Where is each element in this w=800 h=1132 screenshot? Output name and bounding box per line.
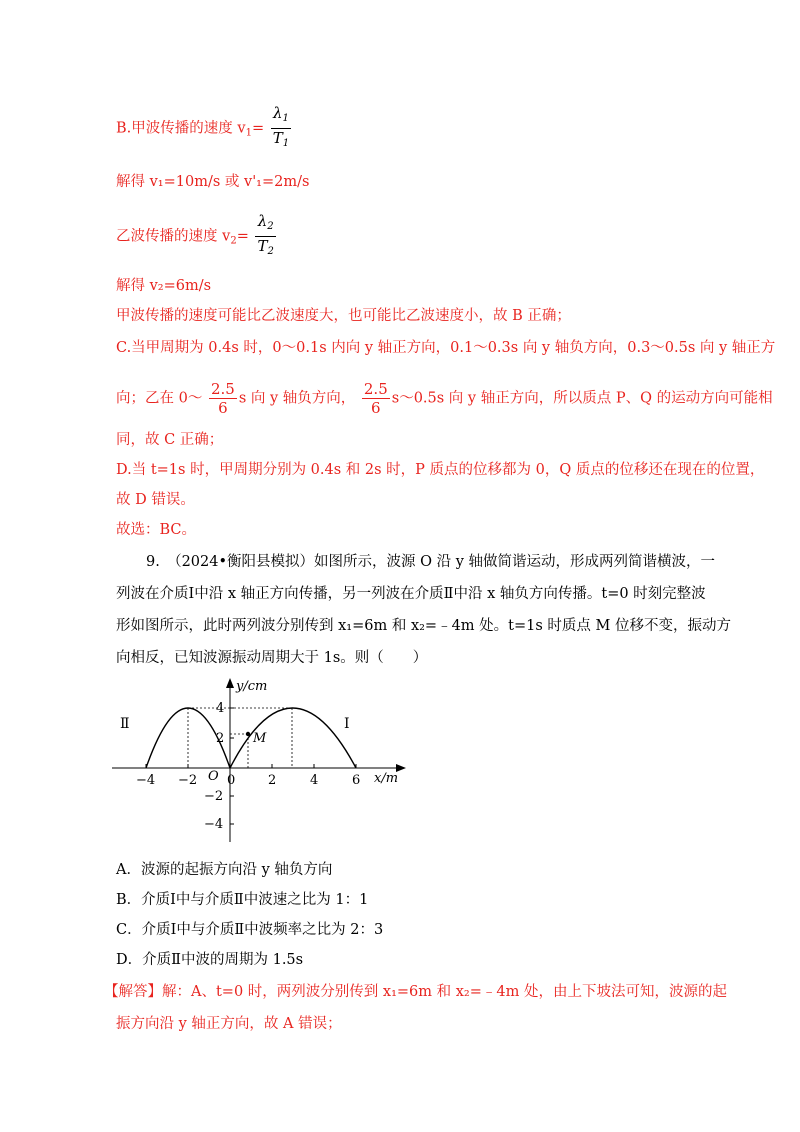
y-tick-label: −4 — [204, 817, 224, 832]
period-subscript: 2 — [267, 246, 274, 257]
equals-sign: = — [236, 228, 249, 245]
option-c-line1: C.当甲周期为 0.4s 时，0～0.1s 内向 y 轴正方向，0.1～0.3s 向 y 轴负方向，0.3～0.5s 向 y 轴正方 — [116, 340, 776, 356]
option-d: D．介质Ⅱ中波的周期为 1.5s — [116, 952, 304, 968]
subscript: 2 — [230, 235, 237, 247]
region-i-label: Ⅰ — [344, 716, 350, 732]
question-9-line1: 9. （2024•衡阳县模拟）如图所示，波源 O 沿 y 轴做简谐运动，形成两列简谐横波，一 — [146, 554, 716, 570]
option-b-text: B.甲波传播的速度 v — [116, 120, 246, 137]
option-a: A．波源的起振方向沿 y 轴负方向 — [116, 862, 333, 878]
solution-line1 — [104, 982, 727, 1002]
wave-graph — [100, 672, 420, 844]
wave-medium-i — [230, 708, 356, 768]
question-9-line2: 列波在介质Ⅰ中沿 x 轴正方向传播，另一列波在介质Ⅱ中沿 x 轴负方向传播。t=0 时刻完整波 — [116, 586, 706, 602]
x-axis-label: x/m — [374, 771, 399, 786]
fraction-lambda-over-t — [271, 104, 291, 153]
y-tick-label: 2 — [216, 731, 225, 746]
option-b-speed-formula — [116, 104, 293, 153]
denominator: 6 — [371, 399, 381, 417]
x-tick-label: 4 — [310, 773, 319, 788]
question-9-line3: 形如图所示，此时两列波分别传到 x₁=6m 和 x₂=﹣4m 处。t=1s 时质点 M 位移不变，振动方 — [116, 618, 731, 634]
period-symbol: T — [272, 129, 283, 147]
lambda-subscript: 2 — [267, 221, 274, 232]
option-c-line2 — [116, 380, 773, 417]
solve-v1: 解得 v₁=10m/s 或 v'₁=2m/s — [116, 174, 310, 190]
x-tick-label: −4 — [136, 773, 156, 788]
y-axis-label: y/cm — [236, 679, 268, 694]
text-part: 向；乙在 0～ — [116, 390, 203, 407]
equals-sign: = — [251, 120, 265, 137]
solution-tag: 【解答】 — [104, 984, 162, 1000]
fraction-2-5-over-6 — [209, 380, 237, 417]
fraction-lambda-over-t — [255, 212, 275, 261]
region-ii-label: Ⅱ — [120, 716, 130, 732]
text-part: s～0.5s 向 y 轴正方向，所以质点 P、Q 的运动方向可能相 — [391, 390, 773, 407]
option-b: B．介质Ⅰ中与介质Ⅱ中波速之比为 1：1 — [116, 892, 369, 908]
text-part: s 向 y 轴负方向， — [238, 390, 356, 407]
conclusion-b: 甲波传播的速度可能比乙波速度大，也可能比乙波速度小，故 B 正确； — [116, 308, 571, 324]
y-tick-label: −2 — [204, 789, 224, 804]
x-tick-label: 6 — [352, 773, 361, 788]
option-c-line3: 同，故 C 正确； — [116, 432, 224, 448]
option-c: C．介质Ⅰ中与介质Ⅱ中波频率之比为 2：3 — [116, 922, 384, 938]
yi-speed-formula — [116, 212, 278, 261]
numerator: 2.5 — [210, 380, 235, 398]
yi-text: 乙波传播的速度 v — [116, 228, 231, 245]
x-tick-label: 0 — [227, 773, 236, 788]
question-9-line4: 向相反，已知波源振动周期大于 1s。则（ ） — [116, 650, 428, 666]
lambda-symbol: λ — [257, 212, 268, 230]
x-tick-label: −2 — [178, 773, 198, 788]
y-tick-label: 4 — [216, 701, 225, 716]
x-tick-label: 2 — [268, 773, 277, 788]
subscript: 1 — [245, 127, 252, 139]
lambda-symbol: λ — [272, 104, 283, 122]
denominator: 6 — [218, 399, 228, 417]
period-symbol: T — [257, 237, 268, 255]
y-axis-arrow — [226, 678, 234, 688]
origin-label: O — [208, 769, 219, 784]
solve-v2: 解得 v₂=6m/s — [116, 278, 212, 294]
point-m-label: M — [253, 731, 267, 746]
point-m — [246, 732, 250, 736]
numerator: 2.5 — [363, 380, 388, 398]
lambda-subscript: 1 — [282, 113, 289, 124]
solution-line2: 振方向沿 y 轴正方向，故 A 错误； — [116, 1016, 342, 1032]
option-d-line2: 故 D 错误。 — [116, 492, 195, 508]
solution-text: 解：A、t=0 时，两列波分别传到 x₁=6m 和 x₂=﹣4m 处，由上下坡法可知，波源的起 — [162, 984, 727, 1000]
answer: 故选：BC。 — [116, 522, 197, 538]
period-subscript: 1 — [282, 138, 290, 149]
fraction-2-5-over-6 — [362, 380, 390, 417]
x-ticks — [146, 764, 356, 768]
option-d-line1: D.当 t=1s 时，甲周期分别为 0.4s 和 2s 时，P 质点的位移都为 0，Q 质点的位移还在现在的位置， — [116, 462, 765, 478]
